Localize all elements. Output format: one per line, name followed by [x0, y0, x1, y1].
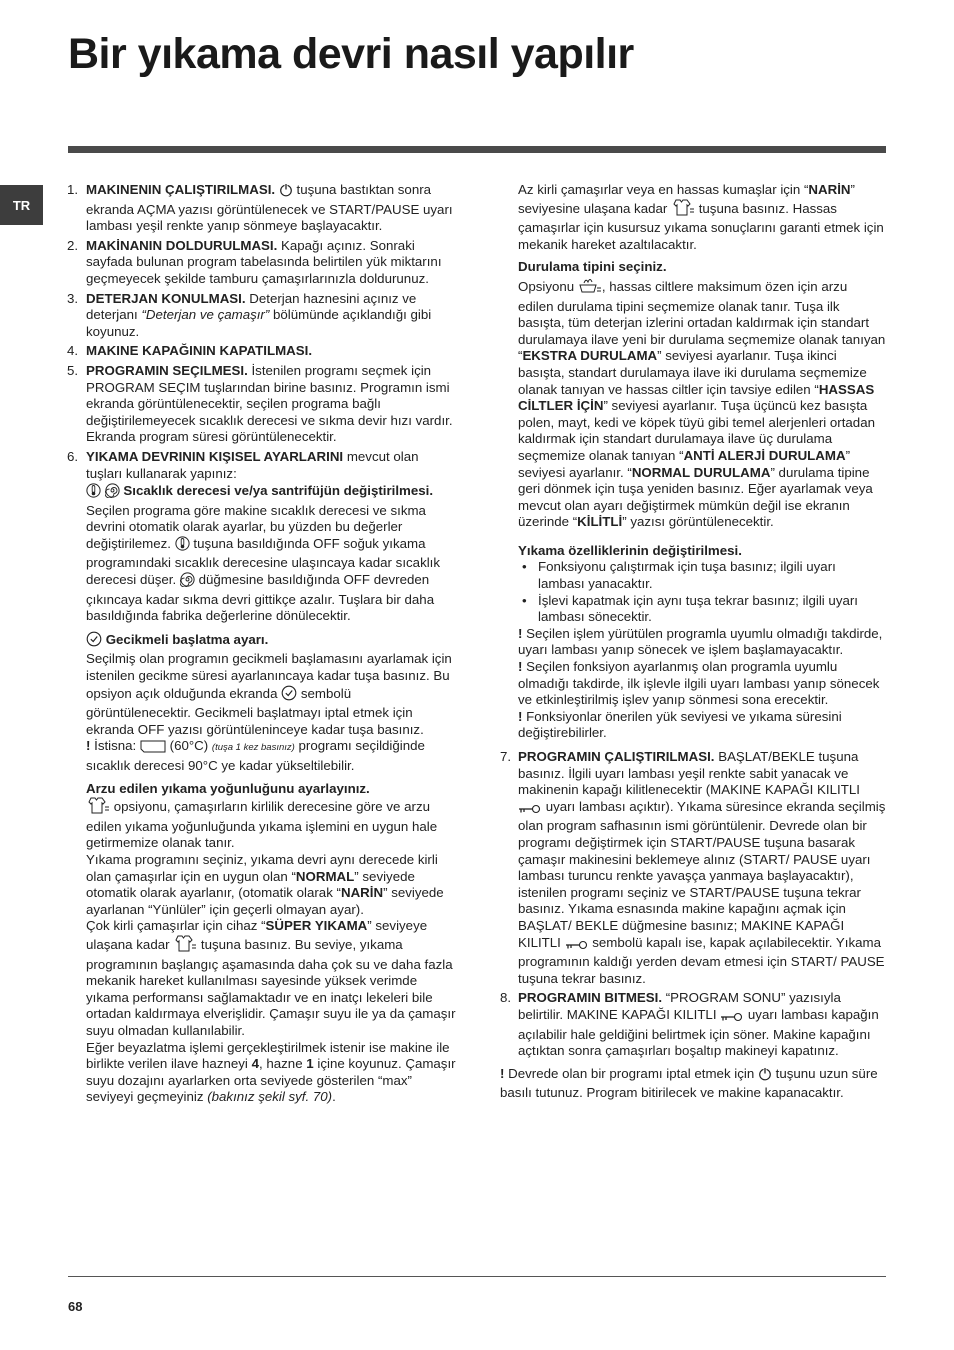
list-item: • Fonksiyonu çalıştırmak için tuşa basınız; ilgili uyarı lambası yanacaktır.: [520, 559, 886, 592]
step-2: 2. MAKİNANIN DOLDURULMASI. Kapağı açınız. Sonraki sayfada bulunan program tabelasında belirtilen yük miktarını geçmeyecek şekilde tamburu çamaşırlarınızla doldurunuz.: [67, 237, 442, 286]
step-6: 6. YIKAMA DEVRININ KIŞISEL AYARLARINI mevcut olan tuşları kullanarak yapınız: Sıcaklık derecesi ve/ya santrifüjün değiştirilmesi. Seçilen programa göre makine sıcaklık derecesi ve sıkma devrini otomatik olarak ayarlar, bu yüzden bu değerler değiştirilemez. tuşuna basıldığında OFF soğuk yıkama programındaki sıcaklık derecesine ulaşıncaya kadar sıcaklık derecesi düşer. düğmesine basıldığında OFF devreden çıkıncaya kadar sıkma devri gittikçe azalır. Tuşlara bir daha basıldığında fabrika değerlerine dönülecektir. Gecikmeli başlatma ayarı. Seçilmiş olan programın gecikmeli başlamasını ayarlamak için istenilen gecikme süresi ayarlanıncaya kadar tuşa basınız. Bu opsiyon açık olduğunda ekranda sembolü görüntülenecektir. Gecikmeli başlatmayı iptal etmek için ekranda OFF yazısı görüntüleninceye kadar tuşa basınız. ! İstisna: (60°C) (tuşa 1 kez basınız) programı seçildiğinde sıcaklık derecesi 90°C ye kadar yükseltilebilir. Arzu edilen yıkama yoğunluğunu ayarlayınız. opsiyonu, çamaşırların kirlilik derecesine göre ve arzu edilen yıkama yoğunluğunda yıkama işlemini en uygun hale getirmemize olanak tanır. Yıkama programını seçiniz, yıkama devri aynı derecede kirli olan çamaşırlar için en uygun olan “NORMAL” seviyede otomatik olarak ayarlanır, (otomatik olarak “NARİN” seviyede ayarlanan “Yünlüler” için geçerli olmayan ayar). Çok kirli çamaşırlar için cihaz “SÜPER YIKAMA” seviyeye ulaşana kadar tuşuna basınız. Bu seviye, yıkama programının başlangıç aşamasında daha çok su ve daha fazla mekanik hareket kullanılması sayesinde yüksek verimde yıkama performansı sağlamaktadır ve en inatçı lekeleri bile ortadan kaldırmaya elverişlidir. Çamaşır suyu ile ya da çamaşır suyu olmadan kullanılabilir. Eğer beyazlatma işlemi gerçekleştirilmek istenir ise makine ile birlikte verilen ilave hazneyi 4, hazne 1 içine koyunuz. Çamaşır suyu dozajını ayarlarken orta seviyede gösterilen “max” seviyeyi geçmeyiniz (bakınız şekil syf. 70).: [67, 448, 456, 1105]
thermometer-icon: [86, 483, 101, 503]
warning-mark: !: [518, 625, 523, 641]
power-icon: [279, 183, 293, 202]
step-4-heading: MAKINE KAPAĞININ KAPATILMASI.: [86, 343, 313, 359]
warning-mark: !: [518, 708, 523, 724]
power-icon: [758, 1067, 772, 1086]
delay-start-section: Gecikmeli başlatma ayarı. Seçilmiş olan programın gecikmeli başlamasını ayarlamak için istenilen gecikme süresi ayarlanıncaya kadar tuşa basınız. Bu opsiyon açık olduğunda ekranda sembolü görüntülenecektir. Gecikmeli başlatmayı iptal etmek için ekranda OFF yazısı görüntüleninceye kadar tuşa basınız. ! İstisna: (60°C) (tuşa 1 kez basınız) programı seçildiğinde sıcaklık derecesi 90°C ye kadar yükseltilebilir.: [86, 631, 452, 773]
intensity-shirt-icon: [173, 935, 197, 957]
step-6-heading: YIKAMA DEVRININ KIŞISEL AYARLARINI: [86, 448, 344, 464]
step-7: 7. PROGRAMIN ÇALIŞTIRILMASI. BAŞLAT/BEKLE tuşuna basınız. İlgili uyarı lambası yeşil renkte sabit yanacak ve makinenin kapağı kilitlenecektir (MAKINE KAPAĞI KILITLI uyarı lambası açıktır). Yıkama süresince ekranda seçilmiş olan program safhasının ismi görüntülenir. Devrede olan bir programı değiştirmek için START/PAUSE tuşuna basarak çamaşır makinesini beklemeye alınız (START/ PAUSE uyarı lambası turuncu renkte yavaşça yanmaya başlayacaktır), istenilen programı seçiniz ve START/PAUSE tuşuna tekrar basınız. Yıkama esnasında makine kapağını açmak için BAŞLAT/ BEKLE düğmesine basınız; MAKINE KAPAĞI KILITLI sembolü kapalı ise, kapak açılabilecektir. Yıkama programının kaldığı yerden devam etmesi için START/ PAUSE tuşuna tekrar basınız.: [500, 749, 886, 986]
thermometer-icon: [175, 536, 190, 556]
step-8: 8. PROGRAMIN BITMESI. “PROGRAM SONU” yazısıyla belirtilir. MAKINE KAPAĞI KILITLI uyarı lambası kapağın açılabilir hale geldiğini belirtmek için söner. Makine kapağını açtıktan sonra çamaşırları boşaltıp makineyi kapatınız.: [500, 990, 879, 1059]
warning-mark: !: [518, 659, 523, 675]
step-1-heading: MAKINENIN ÇALIŞTIRILMASI.: [86, 182, 276, 197]
warning-note: ! Fonksiyonlar önerilen yük seviyesi ve yıkama süresini değiştirebilirler.: [518, 708, 842, 741]
reference-link: “Deterjan ve çamaşır”: [141, 307, 270, 323]
page-title: Bir yıkama devri nasıl yapılır: [68, 30, 634, 78]
rinse-basin-icon: [578, 276, 602, 299]
delay-start-heading: Gecikmeli başlatma ayarı.: [102, 631, 269, 647]
step-4: 4. MAKINE KAPAĞININ KAPATILMASI.: [67, 343, 313, 359]
temperature-spin-heading: Sıcaklık derecesi ve/ya santrifüjün değiştirilmesi.: [119, 483, 434, 499]
intensity-shirt-icon: [86, 797, 110, 819]
temperature-spin-section: Sıcaklık derecesi ve/ya santrifüjün değiştirilmesi. Seçilen programa göre makine sıcaklık derecesi ve sıkma devrini otomatik olarak ayarlar, bu yüzden bu değerler değiştirilemez. tuşuna basıldığında OFF soğuk yıkama programındaki sıcaklık derecesine ulaşıncaya kadar sıcaklık derecesi düşer. düğmesine basıldığında OFF devreden çıkıncaya kadar sıkma devri gittikçe azalır. Tuşlara bir daha basıldığında fabrika değerlerine dönülecektir.: [86, 483, 441, 624]
door-key-icon: [720, 1010, 744, 1027]
step-1: 1. MAKINENIN ÇALIŞTIRILMASI. tuşuna bastıktan sonra ekranda AÇMA yazısı görüntülenecek ve START/PAUSE uyarı lambası yeşil renkte yanıp sönmeye başlayacaktır.: [67, 182, 453, 234]
header-rule: [68, 146, 886, 153]
step-8-heading: PROGRAMIN BITMESI.: [518, 990, 663, 1006]
language-tab: TR: [0, 185, 43, 225]
door-key-icon: [565, 938, 589, 955]
spin-icon: [180, 572, 195, 592]
step-5: 5. PROGRAMIN SEÇILMESI. İstenilen programı seçmek için PROGRAM SEÇIM tuşlarından birine basınız. Programın ismi ekranda görüntülenecektir, seçilen programa bağlı değiştirilemeyecek sıcaklık derecesi ve sıkma devir hızı vardır. Ekranda program süresi görüntülenecektir.: [67, 362, 453, 445]
step-5-heading: PROGRAMIN SEÇILMESI.: [86, 362, 248, 378]
intensity-continued: Az kirli çamaşırlar veya en hassas kumaşlar için “NARİN” seviyesine ulaşana kadar tuşuna basınız. Hassas çamaşırlar için kusursuz yıkama sonuçlarını garanti etmek için mekanik hareket azaltılacaktır. Durulama tipini seçiniz. Opsiyonu , hassas ciltlere maksimum özen için arzu edilen durulama tipini seçmemize olanak tanır. Tuşa ilk basışta, tüm deterjan izlerini ortadan kaldırmak için standart durulamaya ilave yeni bir durulama seçmemize olanak tanıyan “EKSTRA DURULAMA” seviyesi ayarlanır. Tuşa ikinci basışta, standart durulamaya ilave iki durulama seçmemize olanak tanıyan ve hassas ciltler için tavsiye edilen “HASSAS CİLTLER İÇİN” seviyesi ayarlanır. Tuşa üçüncü kez basışta polen, mayt, kedi ve köpek tüyü gibi temel alerjenleri ortadan kaldırmak için standart durulamaya ilave üç durulama seçmemize olanak tanıyan “ANTİ ALERJİ DURULAMA” seviyesi ayarlanır. “NORMAL DURULAMA” durulama tipine geri dönmek için tuşa yeniden basınız. Eğer ayarlamak veya mevcut olan ayarı değiştirmek mümkün değil ise ekranın üzerinde “KİLİTLİ” yazısı görüntülenecektir. Yıkama özelliklerinin değiştirilmesi. • Fonksiyonu çalıştırmak için tuşa basınız; ilgili uyarı lambası yanacaktır. • İşlevi kapatmak için aynı tuşa tekrar basınız; ilgili uyarı lambası sönecektir. ! Seçilen işlem yürütülen programla uyumlu olmadığı takdirde, uyarı lambası yanıp sönecek ve işlem başlamayacaktır. ! Seçilen fonksiyon ayarlanmış olan programla uyumlu olmadığı takdirde, ilk işlevle ilgili uyarı lambası yanıp sönecek ve etkinleştirilmiş işlev yanıp sönmesi sona erecektir. ! Fonksiyonlar önerilen yük seviyesi ve yıkama süresini değiştirebilirler.: [500, 182, 886, 742]
delay-clock-icon: [86, 631, 102, 652]
warning-mark: !: [86, 738, 91, 754]
step-2-heading: MAKİNANIN DOLDURULMASI.: [86, 237, 278, 253]
cancel-note: ! Devrede olan bir programı iptal etmek için tuşunu uzun süre basılı tutunuz. Program bitirilecek ve makine kapanacaktır.: [500, 1065, 878, 1101]
step-3-heading: DETERJAN KONULMASI.: [86, 290, 246, 306]
left-column: [67, 182, 457, 1109]
press-note: (tuşa 1 kez basınız): [211, 742, 295, 754]
right-column: [500, 182, 886, 1102]
step-2-text: Kapağı açınız. Sonraki sayfada bulunan program tabelasında belirtilen yük miktarını geçmeyecek şekilde tamburu çamaşırlarınızla doldurunuz.: [86, 237, 442, 286]
step-3: 3. DETERJAN KONULMASI. Deterjan haznesini açınız ve deterjanı “Deterjan ve çamaşır” bölümünde açıklandığı gibi koyunuz.: [67, 290, 432, 339]
intensity-section: Arzu edilen yıkama yoğunluğunu ayarlayınız. opsiyonu, çamaşırların kirlilik derecesine göre ve arzu edilen yıkama yoğunluğunda yıkama işlemini en uygun hale getirmemize olanak tanır. Yıkama programını seçiniz, yıkama devri aynı derecede kirli olan çamaşırlar için en uygun olan “NORMAL” seviyede otomatik olarak ayarlanır, (otomatik olarak “NARİN” seviyede ayarlanan “Yünlüler” için geçerli olmayan ayar). Çok kirli çamaşırlar için cihaz “SÜPER YIKAMA” seviyeye ulaşana kadar tuşuna basınız. Bu seviye, yıkama programının başlangıç aşamasında daha çok su ve daha fazla mekanik hareket kullanılması sayesinde yüksek verimde yıkama performansı sağlamaktadır ve en inatçı lekeleri bile ortadan kaldırmaya elverişlidir. Çamaşır suyu ile ya da çamaşır suyu olmadan kullanılabilir. Eğer beyazlatma işlemi gerçekleştirilmek istenir ise makine ile birlikte verilen ilave hazneyi 4, hazne 1 içine koyunuz. Çamaşır suyu dozajını ayarlarken orta seviyede gösterilen “max” seviyeyi geçmeyiniz (bakınız şekil syf. 70).: [86, 780, 456, 1105]
step-7-heading: PROGRAMIN ÇALIŞTIRILMASI.: [518, 749, 715, 764]
rinse-section: Durulama tipini seçiniz. Opsiyonu , hassas ciltlere maksimum özen için arzu edilen durulama tipini seçmemize olanak tanır. Tuşa ilk basışta, tüm deterjan izlerini ortadan kaldırmak için standart durulamaya ilave yeni bir durulama seçmemize olanak tanıyan “EKSTRA DURULAMA” seviyesi ayarlanır. Tuşa ikinci basışta, standart durulamaya ilave iki durulama seçmemize olanak tanıyan ve hassas ciltler için tavsiye edilen “HASSAS CİLTLER İÇİN” seviyesi ayarlanır. Tuşa üçüncü kez basışta polen, mayt, kedi ve köpek tüyü gibi temel alerjenleri ortadan kaldırmak için standart durulamaya ilave üç durulama seçmemize olanak tanıyan “ANTİ ALERJİ DURULAMA” seviyesi ayarlanır. “NORMAL DURULAMA” durulama tipine geri dönmek için tuşa yeniden basınız. Eğer ayarlamak veya mevcut olan ayarı değiştirmek mümkün değil ise ekranın üzerinde “KİLİTLİ” yazısı görüntülenecektir.: [518, 259, 886, 530]
page-number: 68: [68, 1299, 83, 1314]
features-section: [518, 543, 886, 560]
warning-mark: !: [500, 1065, 505, 1081]
door-key-icon: [518, 802, 542, 819]
delay-clock-icon: [281, 685, 297, 706]
step-5-text: İstenilen programı seçmek için PROGRAM SEÇIM tuşlarından birine basınız. Programın ismi ekranda görüntülenecektir, seçilen programa bağlı değiştirilemeyecek sıcaklık derecesi ve sıkma devir hızı vardır. Ekranda program süresi görüntülenecektir.: [86, 362, 453, 445]
intensity-heading: Arzu edilen yıkama yoğunluğunu ayarlayınız.: [86, 780, 370, 796]
features-heading: Yıkama özelliklerinin değiştirilmesi.: [518, 542, 742, 558]
program-box-icon: [140, 740, 166, 758]
footer-rule: [68, 1276, 886, 1277]
list-item: • İşlevi kapatmak için aynı tuşa tekrar basınız; ilgili uyarı lambası sönecektir.: [520, 593, 886, 626]
warning-note: ! Seçilen işlem yürütülen programla uyumlu olmadığı takdirde, uyarı lambası yanıp sönecek ve işlem başlamayacaktır.: [518, 625, 883, 658]
spin-icon: [105, 483, 120, 503]
step-1-text: tuşuna bastıktan sonra ekranda AÇMA yazısı görüntülenecek ve START/PAUSE uyarı lambası yeşil renkte yanıp sönmeye başlayacaktır.: [86, 182, 453, 234]
rinse-heading: Durulama tipini seçiniz.: [518, 259, 667, 275]
warning-note: ! Seçilen fonksiyon ayarlanmış olan programla uyumlu olmadığı takdirde, ilk işlevle ilgili uyarı lambası yanıp sönecek ve etkinleştirilmiş işlev yanıp sönmesi sona erecektir.: [518, 659, 880, 708]
intensity-shirt-icon: [671, 199, 695, 221]
reference-link: (bakınız şekil syf. 70): [207, 1089, 333, 1105]
